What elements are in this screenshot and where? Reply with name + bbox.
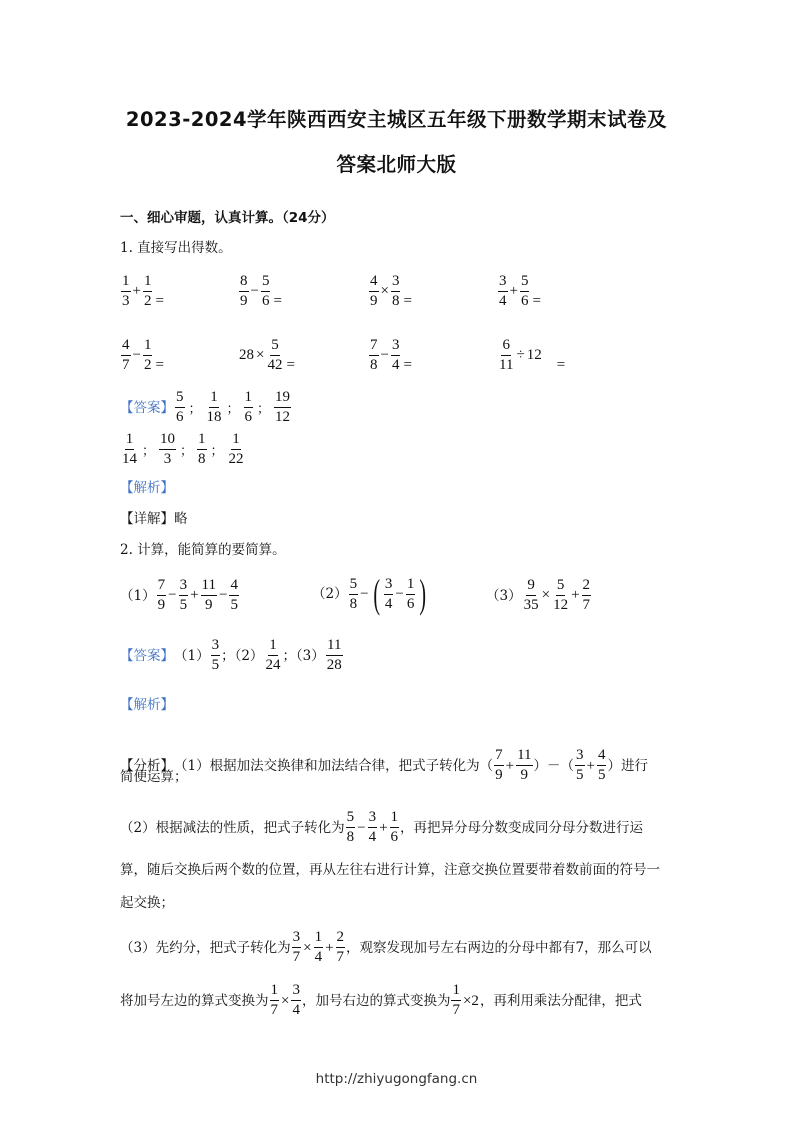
analysis-para-3: （3）先约分，把式子转化为 $\frac{3}{7}$ × $\frac{1}{4}$ + $\frac{2}{7}$ ，观察发现加号左右两边的分母中都有7，那么可以 bbox=[120, 929, 652, 965]
q1-item-7: 7 8 − $\frac{3}{4}$ = bbox=[370, 337, 412, 373]
question-1: 1. 直接写出得数。 bbox=[120, 240, 232, 256]
q2-expr-2: （2） 5 8 − ( 3 4 − $\frac{1}{6}$ ) bbox=[312, 571, 427, 616]
analysis-para-1: 【分析】 （1）根据加法交换律和加法结合律，把式子转化为（ 7 9 + $\frac{11}{9}$ ）－（ 3 5 + $\frac{4}{5}$ ）进行 bbox=[120, 747, 648, 783]
analysis-para-2-line3: 起交换； bbox=[120, 895, 174, 911]
analysis-label-2: 【解析】 bbox=[120, 697, 174, 713]
q1-item-6: 28 × $\frac{5}{42}$ = bbox=[239, 337, 295, 373]
detail-line: 【详解】略 bbox=[120, 511, 188, 527]
q1-item-2: 8 9 − $\frac{5}{6}$ = bbox=[240, 273, 282, 309]
section-heading: 一、细心审题，认真计算。（24分） bbox=[120, 210, 335, 226]
analysis-para-2: （2）根据减法的性质，把式子转化为 5 8 − $\frac{3}{4}$ + $\frac{1}{6}$ ，再把异分母分数变成同分母分数进行运 bbox=[120, 809, 644, 845]
q1-item-1: 1 3 + $\frac{1}{2}$ = bbox=[122, 273, 164, 309]
footer-url[interactable]: http://zhiyugongfang.cn bbox=[315, 1071, 478, 1087]
q1-item-3: $\frac{4}{9}$ × $\frac{3}{8}$ = bbox=[370, 273, 412, 309]
analysis-para-2-line2: 算，随后交换后两个数的位置，再从左往右进行计算，注意交换位置要带着数前面的符号一 bbox=[120, 862, 660, 878]
q1-answers-row1: 【答案】 5 6 ； 1 18 ； 1 6 ； 19 12 bbox=[120, 389, 291, 425]
q1-answers-row2: 1 14 ； 10 3 ； 1 8 ； 1 22 bbox=[122, 431, 244, 467]
analysis-para-1-end: 简便运算； bbox=[120, 769, 188, 785]
q1-item-8: $\frac{6}{11}$ ÷ 12 = bbox=[499, 337, 566, 373]
page-title-line1: 2023-2024学年陕西西安主城区五年级下册数学期末试卷及 bbox=[125, 108, 668, 131]
question-2: 2. 计算，能简算的要简算。 bbox=[120, 542, 286, 558]
analysis-para-4: 将加号左边的算式变换为 $\frac{1}{7}$ × $\frac{3}{4}$ ，加号右边的算式变换为 $\frac{1}{7}$ ×2 ，再利用乘法分配律，把式 bbox=[120, 982, 642, 1018]
answer-label: 【答案】 bbox=[120, 399, 174, 416]
q1-item-4: 3 4 + $\frac{5}{6}$ = bbox=[499, 273, 541, 309]
q2-expr-3: （3） $\frac{9}{35}$ × $\frac{5}{12}$ + $\frac{2}{7}$ bbox=[486, 577, 591, 613]
q2-expr-1: （1） 7 9 − $\frac{3}{5}$ + $\frac{11}{9}$ − $\frac{4}{5}$ bbox=[120, 577, 238, 613]
q2-answers: 【答案】 （1） 3 5 ；（2） 1 24 ；（3） 11 28 bbox=[120, 637, 342, 673]
q1-item-5: 4 7 − $\frac{1}{2}$ = bbox=[122, 337, 164, 373]
analysis-label: 【解析】 bbox=[120, 480, 174, 496]
page-title-line2: 答案北师大版 bbox=[336, 153, 457, 176]
